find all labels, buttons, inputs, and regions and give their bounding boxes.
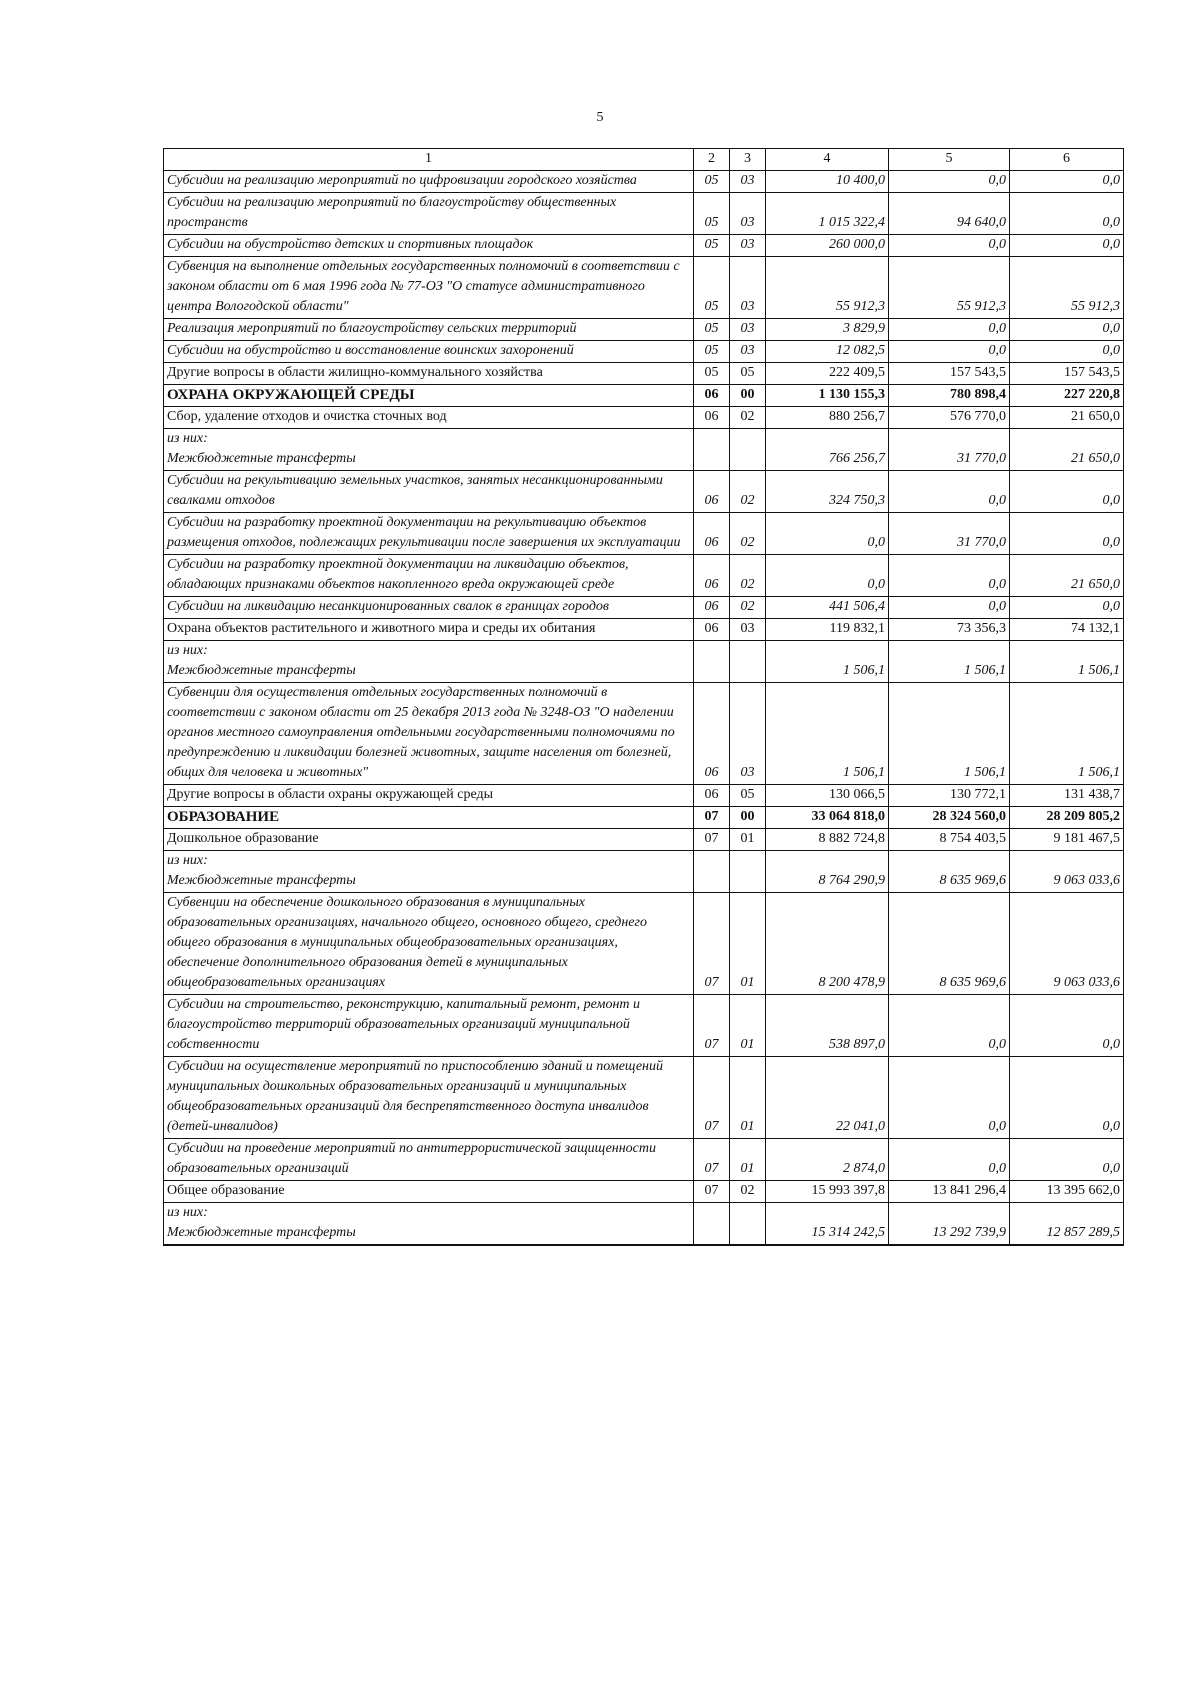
value-col-6: 0,0	[1010, 319, 1124, 341]
row-name: Субсидии на обустройство и восстановление воинских захоронений	[167, 343, 574, 358]
table-row	[164, 619, 1124, 641]
row-sublabel: из них:	[167, 1205, 208, 1220]
row-name: ОХРАНА ОКРУЖАЮЩЕЙ СРЕДЫ	[167, 387, 415, 403]
section-code: 06	[694, 471, 730, 513]
value-col-6: 1 506,1	[1010, 641, 1124, 683]
table-row	[164, 1057, 1124, 1139]
value-col-4: 441 506,4	[766, 597, 889, 619]
value-col-4: 3 829,9	[766, 319, 889, 341]
table-row	[164, 363, 1124, 385]
row-name: Субвенции на обеспечение дошкольного образования в муниципальных образовательных организациях, начального общего, основного общего, среднего общего образования в муниципальных общеобразовательных организациях, обеспечение дополнительного образования детей в муниципальных общеобразовательных организациях	[167, 895, 647, 990]
value-col-4: 119 832,1	[766, 619, 889, 641]
col-header-4: 4	[766, 149, 889, 171]
table-row	[164, 683, 1124, 785]
col-header-2: 2	[694, 149, 730, 171]
value-col-4: 2 874,0	[766, 1139, 889, 1181]
section-code: 05	[694, 171, 730, 193]
value-col-6: 21 650,0	[1010, 555, 1124, 597]
subsection-code: 02	[730, 597, 766, 619]
value-col-5: 0,0	[889, 341, 1010, 363]
row-name-cell	[164, 807, 694, 829]
row-name-cell	[164, 1203, 694, 1246]
table-row	[164, 785, 1124, 807]
value-col-5: 780 898,4	[889, 385, 1010, 407]
table-row	[164, 851, 1124, 893]
row-name: Межбюджетные трансферты	[167, 873, 356, 888]
value-col-5: 0,0	[889, 597, 1010, 619]
row-name-cell	[164, 319, 694, 341]
value-col-4: 1 506,1	[766, 683, 889, 785]
row-name-cell	[164, 851, 694, 893]
subsection-code	[730, 429, 766, 471]
value-col-4: 260 000,0	[766, 235, 889, 257]
value-col-6: 21 650,0	[1010, 429, 1124, 471]
value-col-6: 0,0	[1010, 1139, 1124, 1181]
subsection-code: 01	[730, 1139, 766, 1181]
value-col-5: 8 754 403,5	[889, 829, 1010, 851]
row-name: Субсидии на осуществление мероприятий по приспособлению зданий и помещений муниципальных дошкольных образовательных организаций и муниципальных общеобразовательных организаций для беспрепятственного доступа инвалидов (детей-инвалидов)	[167, 1059, 663, 1134]
value-col-5: 0,0	[889, 171, 1010, 193]
table-row	[164, 235, 1124, 257]
value-col-6: 0,0	[1010, 513, 1124, 555]
table-row	[164, 893, 1124, 995]
value-col-5: 576 770,0	[889, 407, 1010, 429]
table-row	[164, 429, 1124, 471]
row-sublabel: из них:	[167, 431, 208, 446]
header-row	[164, 149, 1124, 171]
page-number: 5	[596, 110, 604, 125]
section-code: 06	[694, 683, 730, 785]
value-col-5: 13 292 739,9	[889, 1203, 1010, 1246]
row-name-cell	[164, 235, 694, 257]
row-name-cell	[164, 385, 694, 407]
row-name: Субсидии на ликвидацию несанкционированных свалок в границах городов	[167, 599, 609, 614]
value-col-5: 0,0	[889, 555, 1010, 597]
value-col-4: 33 064 818,0	[766, 807, 889, 829]
section-code: 06	[694, 619, 730, 641]
section-code: 06	[694, 597, 730, 619]
subsection-code: 02	[730, 513, 766, 555]
value-col-4: 880 256,7	[766, 407, 889, 429]
row-name-cell	[164, 829, 694, 851]
row-name: Субвенции для осуществления отдельных государственных полномочий в соответствии с законом области от 25 декабря 2013 года № 3248-ОЗ "О наделении органов местного самоуправления отдельными государственными полномочиями по предупреждению и ликвидации болезней животных, защите населения от болезней, общих для человека и животных"	[167, 685, 675, 780]
value-col-5: 94 640,0	[889, 193, 1010, 235]
table-row	[164, 513, 1124, 555]
row-name: Субвенция на выполнение отдельных государственных полномочий в соответствии с законом области от 6 мая 1996 года № 77-ОЗ "О статусе административного центра Вологодской области"	[167, 259, 680, 314]
value-col-4: 55 912,3	[766, 257, 889, 319]
section-code: 06	[694, 555, 730, 597]
subsection-code: 01	[730, 893, 766, 995]
row-name: Субсидии на разработку проектной документации на рекультивацию объектов размещения отходов, подлежащих рекультивации после завершения их эксплуатации	[167, 515, 681, 550]
section-code: 05	[694, 257, 730, 319]
value-col-6: 1 506,1	[1010, 683, 1124, 785]
subsection-code: 03	[730, 683, 766, 785]
value-col-5: 31 770,0	[889, 513, 1010, 555]
value-col-4: 15 314 242,5	[766, 1203, 889, 1246]
value-col-6: 0,0	[1010, 597, 1124, 619]
value-col-5: 0,0	[889, 235, 1010, 257]
section-code	[694, 851, 730, 893]
col-header-3: 3	[730, 149, 766, 171]
subsection-code	[730, 851, 766, 893]
row-name: Общее образование	[167, 1183, 285, 1198]
value-col-6: 0,0	[1010, 341, 1124, 363]
row-name: Субсидии на рекультивацию земельных участков, занятых несанкционированными свалками отходов	[167, 473, 663, 508]
table-row	[164, 829, 1124, 851]
value-col-6: 9 063 033,6	[1010, 851, 1124, 893]
row-name-cell	[164, 641, 694, 683]
row-name: Другие вопросы в области жилищно-коммунального хозяйства	[167, 365, 543, 380]
section-code: 05	[694, 235, 730, 257]
table-row	[164, 193, 1124, 235]
col-header-6: 6	[1010, 149, 1124, 171]
value-col-4: 130 066,5	[766, 785, 889, 807]
table-row	[164, 995, 1124, 1057]
row-name: Субсидии на разработку проектной документации на ликвидацию объектов, обладающих признаками объектов накопленного вреда окружающей среде	[167, 557, 629, 592]
value-col-6: 12 857 289,5	[1010, 1203, 1124, 1246]
value-col-4: 8 200 478,9	[766, 893, 889, 995]
value-col-4: 8 882 724,8	[766, 829, 889, 851]
value-col-5: 0,0	[889, 471, 1010, 513]
subsection-code: 02	[730, 555, 766, 597]
subsection-code: 02	[730, 407, 766, 429]
table-row	[164, 471, 1124, 513]
row-name: Субсидии на строительство, реконструкцию, капитальный ремонт, ремонт и благоустройство территорий образовательных организаций муниципальной собственности	[167, 997, 641, 1052]
value-col-5: 55 912,3	[889, 257, 1010, 319]
value-col-6: 9 063 033,6	[1010, 893, 1124, 995]
row-name: Субсидии на реализацию мероприятий по цифровизации городского хозяйства	[167, 173, 637, 188]
subsection-code: 03	[730, 193, 766, 235]
subsection-code: 03	[730, 319, 766, 341]
row-name-cell	[164, 893, 694, 995]
value-col-4: 766 256,7	[766, 429, 889, 471]
value-col-4: 8 764 290,9	[766, 851, 889, 893]
section-code: 07	[694, 807, 730, 829]
row-name: Субсидии на реализацию мероприятий по благоустройству общественных пространств	[167, 195, 617, 230]
table-row	[164, 257, 1124, 319]
subsection-code: 03	[730, 171, 766, 193]
row-name-cell	[164, 429, 694, 471]
row-name-cell	[164, 171, 694, 193]
value-col-5: 1 506,1	[889, 641, 1010, 683]
subsection-code: 05	[730, 785, 766, 807]
table-row	[164, 385, 1124, 407]
value-col-5: 0,0	[889, 1139, 1010, 1181]
value-col-5: 28 324 560,0	[889, 807, 1010, 829]
row-name: Дошкольное образование	[167, 831, 319, 846]
row-name: ОБРАЗОВАНИЕ	[167, 809, 280, 825]
section-code: 06	[694, 385, 730, 407]
value-col-6: 0,0	[1010, 235, 1124, 257]
subsection-code	[730, 1203, 766, 1246]
row-sublabel: из них:	[167, 643, 208, 658]
value-col-6: 0,0	[1010, 995, 1124, 1057]
section-code	[694, 429, 730, 471]
value-col-6: 157 543,5	[1010, 363, 1124, 385]
section-code: 06	[694, 513, 730, 555]
value-col-5: 8 635 969,6	[889, 851, 1010, 893]
row-name-cell	[164, 257, 694, 319]
row-name-cell	[164, 1057, 694, 1139]
section-code	[694, 1203, 730, 1246]
section-code: 07	[694, 1181, 730, 1203]
value-col-6: 0,0	[1010, 193, 1124, 235]
table-row	[164, 641, 1124, 683]
value-col-6: 0,0	[1010, 471, 1124, 513]
table-row	[164, 1203, 1124, 1246]
table-row	[164, 1181, 1124, 1203]
section-code: 05	[694, 341, 730, 363]
table-row	[164, 597, 1124, 619]
table-row	[164, 555, 1124, 597]
value-col-4: 22 041,0	[766, 1057, 889, 1139]
value-col-4: 12 082,5	[766, 341, 889, 363]
section-code: 06	[694, 785, 730, 807]
table-row	[164, 171, 1124, 193]
value-col-5: 157 543,5	[889, 363, 1010, 385]
row-name: Субсидии на проведение мероприятий по антитеррористической защищенности образовательных организаций	[167, 1141, 657, 1176]
section-code: 06	[694, 407, 730, 429]
value-col-5: 1 506,1	[889, 683, 1010, 785]
row-name: Другие вопросы в области охраны окружающей среды	[167, 787, 493, 802]
section-code: 07	[694, 1139, 730, 1181]
value-col-6: 74 132,1	[1010, 619, 1124, 641]
row-name-cell	[164, 683, 694, 785]
subsection-code: 03	[730, 341, 766, 363]
value-col-5: 130 772,1	[889, 785, 1010, 807]
subsection-code: 02	[730, 1181, 766, 1203]
row-name: Охрана объектов растительного и животного мира и среды их обитания	[167, 621, 596, 636]
table-row	[164, 807, 1124, 829]
value-col-4: 538 897,0	[766, 995, 889, 1057]
table-row	[164, 407, 1124, 429]
value-col-5: 8 635 969,6	[889, 893, 1010, 995]
value-col-5: 0,0	[889, 319, 1010, 341]
col-header-5: 5	[889, 149, 1010, 171]
subsection-code: 00	[730, 807, 766, 829]
table-row	[164, 1139, 1124, 1181]
row-name-cell	[164, 597, 694, 619]
value-col-4: 10 400,0	[766, 171, 889, 193]
table-row	[164, 341, 1124, 363]
value-col-6: 0,0	[1010, 171, 1124, 193]
subsection-code: 02	[730, 471, 766, 513]
row-name-cell	[164, 341, 694, 363]
row-name-cell	[164, 1181, 694, 1203]
value-col-4: 324 750,3	[766, 471, 889, 513]
value-col-6: 0,0	[1010, 1057, 1124, 1139]
section-code: 07	[694, 893, 730, 995]
value-col-5: 0,0	[889, 1057, 1010, 1139]
row-name-cell	[164, 407, 694, 429]
value-col-5: 13 841 296,4	[889, 1181, 1010, 1203]
value-col-4: 1 506,1	[766, 641, 889, 683]
value-col-4: 1 130 155,3	[766, 385, 889, 407]
subsection-code: 00	[730, 385, 766, 407]
row-name-cell	[164, 995, 694, 1057]
value-col-4: 15 993 397,8	[766, 1181, 889, 1203]
subsection-code: 01	[730, 995, 766, 1057]
value-col-4: 0,0	[766, 555, 889, 597]
value-col-6: 21 650,0	[1010, 407, 1124, 429]
row-name-cell	[164, 785, 694, 807]
subsection-code: 05	[730, 363, 766, 385]
row-name-cell	[164, 513, 694, 555]
value-col-6: 227 220,8	[1010, 385, 1124, 407]
row-sublabel: из них:	[167, 853, 208, 868]
value-col-5: 31 770,0	[889, 429, 1010, 471]
subsection-code	[730, 641, 766, 683]
row-name-cell	[164, 471, 694, 513]
section-code: 05	[694, 363, 730, 385]
row-name-cell	[164, 363, 694, 385]
row-name: Межбюджетные трансферты	[167, 1225, 356, 1240]
section-code: 05	[694, 319, 730, 341]
row-name-cell	[164, 193, 694, 235]
value-col-6: 131 438,7	[1010, 785, 1124, 807]
section-code: 07	[694, 995, 730, 1057]
value-col-6: 55 912,3	[1010, 257, 1124, 319]
value-col-6: 13 395 662,0	[1010, 1181, 1124, 1203]
row-name: Реализация мероприятий по благоустройству сельских территорий	[167, 321, 577, 336]
section-code: 05	[694, 193, 730, 235]
row-name: Межбюджетные трансферты	[167, 451, 356, 466]
section-code	[694, 641, 730, 683]
row-name: Сбор, удаление отходов и очистка сточных вод	[167, 409, 447, 424]
subsection-code: 03	[730, 619, 766, 641]
col-header-1: 1	[164, 149, 694, 171]
value-col-5: 73 356,3	[889, 619, 1010, 641]
section-code: 07	[694, 1057, 730, 1139]
budget-table	[163, 148, 1124, 1246]
row-name-cell	[164, 555, 694, 597]
subsection-code: 01	[730, 829, 766, 851]
subsection-code: 03	[730, 257, 766, 319]
value-col-4: 1 015 322,4	[766, 193, 889, 235]
row-name: Субсидии на обустройство детских и спортивных площадок	[167, 237, 534, 252]
value-col-4: 0,0	[766, 513, 889, 555]
subsection-code: 01	[730, 1057, 766, 1139]
row-name-cell	[164, 1139, 694, 1181]
row-name: Межбюджетные трансферты	[167, 663, 356, 678]
value-col-4: 222 409,5	[766, 363, 889, 385]
table-row	[164, 319, 1124, 341]
value-col-5: 0,0	[889, 995, 1010, 1057]
row-name-cell	[164, 619, 694, 641]
subsection-code: 03	[730, 235, 766, 257]
section-code: 07	[694, 829, 730, 851]
value-col-6: 28 209 805,2	[1010, 807, 1124, 829]
table-body	[164, 171, 1124, 1246]
value-col-6: 9 181 467,5	[1010, 829, 1124, 851]
